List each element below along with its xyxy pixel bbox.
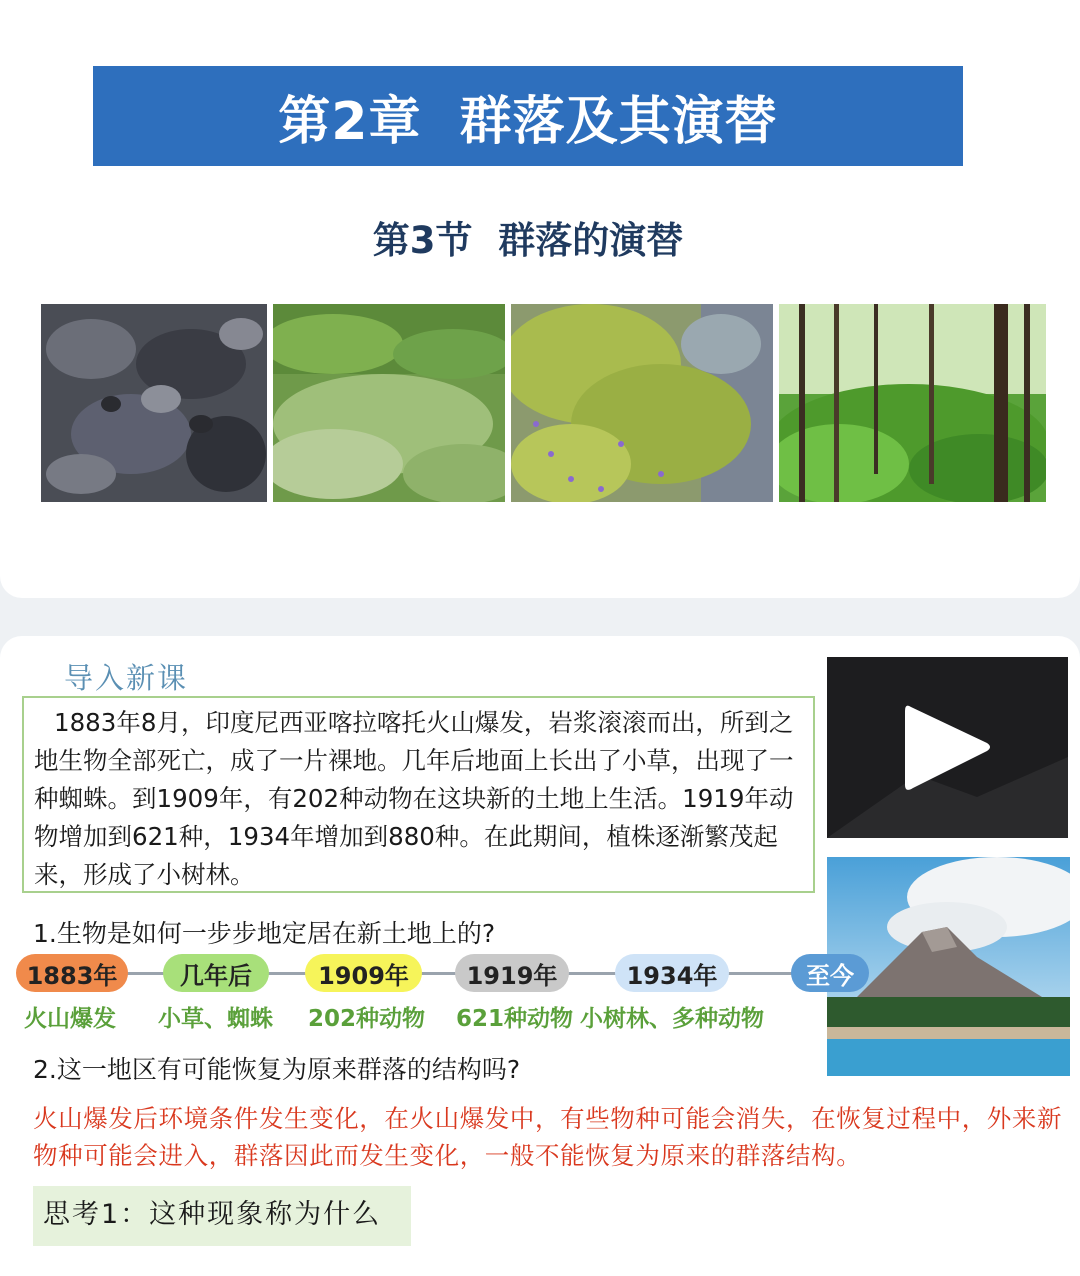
timeline-caption: 202种动物 xyxy=(308,1006,426,1032)
grass-and-flowers-photo xyxy=(511,304,773,502)
intro-heading: 导入新课 xyxy=(64,661,189,695)
moss-photo xyxy=(273,304,505,502)
timeline-node xyxy=(305,954,422,992)
timeline-node-label: 1919年 xyxy=(466,961,558,990)
bare-rock-photo xyxy=(41,304,267,502)
timeline-node xyxy=(455,954,569,992)
timeline-caption: 小草、蜘蛛 xyxy=(158,1006,273,1032)
timeline-caption: 小树林、多种动物 xyxy=(580,1006,764,1032)
timeline-node-label: 1934年 xyxy=(626,961,718,990)
think-box: 思考1：这种现象称为什么 xyxy=(33,1186,411,1246)
timeline-node xyxy=(16,954,128,992)
timeline-node xyxy=(615,954,729,992)
timeline-caption: 621种动物 xyxy=(456,1006,574,1032)
timeline-node-label: 1909年 xyxy=(318,961,409,990)
lesson-header-card xyxy=(0,0,1080,598)
timeline-caption: 火山爆发 xyxy=(24,1006,116,1032)
story-text-box: 1883年8月，印度尼西亚喀拉喀托火山爆发，岩浆滚滚而出，所到之地生物全部死亡，成了一片裸地。几年后地面上长出了小草，出现了一种蜘蛛。到1909年，有202种动物在这块新的土地上生活。1919年动物增加到621种，1934年增加到880种。在此期间，植株逐渐繁茂起来，形成了小树林。 xyxy=(22,696,815,893)
question-2: 2.这一地区有可能恢复为原来群落的结构吗? xyxy=(33,1055,521,1084)
video-player[interactable] xyxy=(827,657,1068,838)
chapter-banner: 第2章 群落及其演替 xyxy=(93,66,963,166)
section-title: 第3节 群落的演替 xyxy=(372,219,684,262)
timeline-node xyxy=(163,954,269,992)
question-1: 1.生物是如何一步步地定居在新土地上的? xyxy=(33,919,496,948)
timeline-node-label: 至今 xyxy=(806,961,854,990)
timeline-node-label: 几年后 xyxy=(180,961,252,990)
timeline-node-label: 1883年 xyxy=(26,961,118,990)
answer-text: 火山爆发后环境条件发生变化，在火山爆发中，有些物种可能会消失，在恢复过程中，外来新物种可能会进入，群落因此而发生变化，一般不能恢复为原来的群落结构。 xyxy=(33,1104,1063,1170)
young-forest-photo xyxy=(779,304,1046,502)
timeline-node xyxy=(791,954,869,992)
